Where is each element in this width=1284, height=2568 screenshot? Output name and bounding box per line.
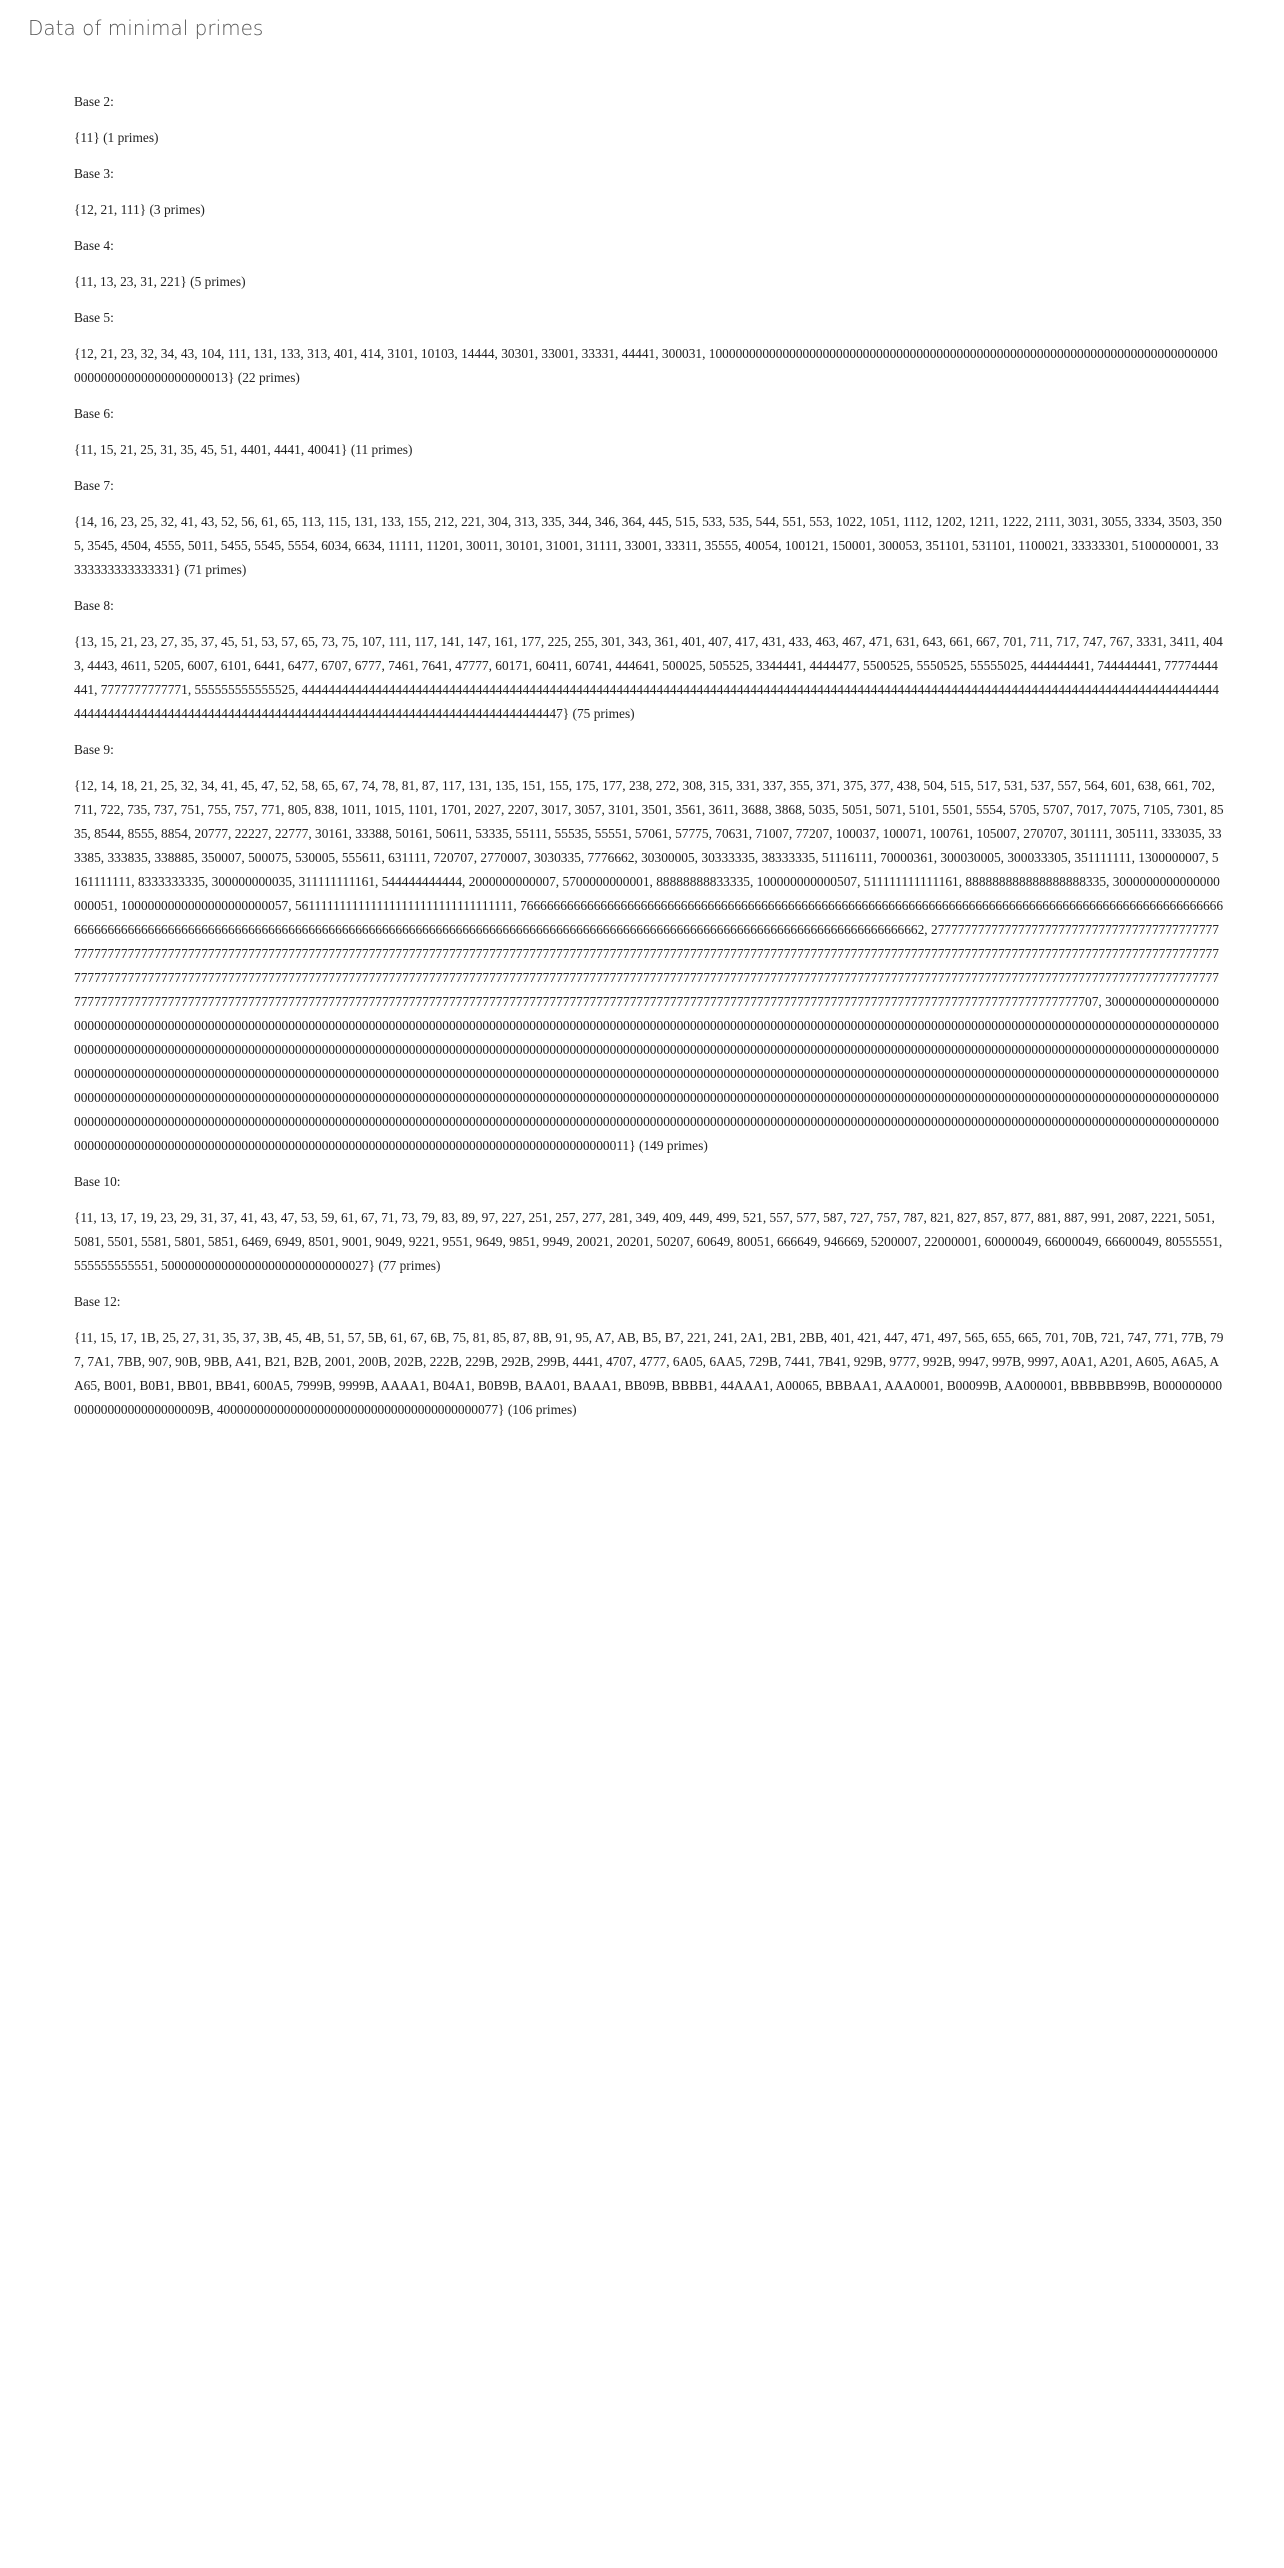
page-title: Data of minimal primes <box>28 16 264 40</box>
base-9-primes: {12, 14, 18, 21, 25, 32, 34, 41, 45, 47, 52, 58, 65, 67, 74, 78, 81, 87, 117, 131, 135, 151, 155, 175, 177, 238, 272, 308, 315, 331, 337, 355, 371, 375, 377, 438, 504, 515, 517, 531, 537, 557, 564, 601, 638, 661, 702, 711, 722, 735, 737, 751, 755, 757, 771, 805, 838, 1011, 1015, 1101, 1701, 2027, 2207, 3017, 3057, 3101, 3501, 3561, 3611, 3688, 3868, 5035, 5051, 5071, 5101, 5501, 5554, 5705, 5707, 7017, 7075, 7105, 7301, 8535, 8544, 8555, 8854, 20777, 22227, 22777, 30161, 33388, 50161, 50611, 53335, 55111, 55535, 55551, 57061, 57775, 70631, 71007, 77207, 100037, 100071, 100761, 105007, 270707, 301111, 305111, 333035, 333385, 333835, 338885, 350007, 500075, 530005, 555611, 631111, 720707, 2770007, 3030335, 7776662, 30300005, 30333335, 38333335, 51116111, 70000361, 300030005, 300033305, 351111111, 1300000007, 5161111111, 8333333335, 300000000035, 311111111161, 544444444444, 2000000000007, 5700000000001, 88888888833335, 100000000000507, 511111111111161, 888888888888888888335, 3000000000000000000051, 1000000000000000000000057, 56111111111111111111111111111111111, 7666666666666666666666666666666666666666666666666666666666666666666666666666666666666666666666666666666666666666666666666666666666666666666666666666666666666666666666666666666666666666666666666666666666666666666666666666666666666662, 2777777777777777777777777777777777777777777777777777777777777777777777777777777777777777777777777777777777777777777777777777777777777777777777777777777777777777777777777777777777777777777777777777777777777777777777777777777777777777777777777777777777777777777777777777777777777777777777777777777777777777777777777777777777777777777777777777777777777777777777777777777777777777777777777777777777777777777777777777777777777777777777777777777777777777777777777777777777777777777777777777777777777777777777777777777777777777777777777777777707, 3000000000000000000000000000000000000000000000000000000000000000000000000000000000000000000000000000000000000000000000000000000000000000000000000000000000000000000000000000000000000000000000000000000000000000000000000000000000000000000000000000000000000000000000000000000000000000000000000000000000000000000000000000000000000000000000000000000000000000000000000000000000000000000000000000000000000000000000000000000000000000000000000000000000000000000000000000000000000000000000000000000000000000000000000000000000000000000000000000000000000000000000000000000000000000000000000000000000000000000000000000000000000000000000000000000000000000000000000000000000000000000000000000000000000000000000000000000000000000000000000000000000000000000000000000000000000000000000000000000000000000000000000000000000000000000000000000000000000000000000000000000000000000000000000000000000000000000000000000000000000000000000000000000000000000000000000000000000000000011} (149 primes) <box>74 778 1224 1153</box>
base-7-primes: {14, 16, 23, 25, 32, 41, 43, 52, 56, 61, 65, 113, 115, 131, 133, 155, 212, 221, 304, 313, 335, 344, 346, 364, 445, 515, 533, 535, 544, 551, 553, 1022, 1051, 1112, 1202, 1211, 1222, 2111, 3031, 3055, 3334, 3503, 3505, 3545, 4504, 4555, 5011, 5455, 5545, 5554, 6034, 6634, 11111, 11201, 30011, 30101, 31001, 31111, 33001, 33311, 35555, 40054, 100121, 150001, 300053, 351101, 531101, 1100021, 33333301, 5100000001, 33333333333333331} (71 primes) <box>74 514 1222 577</box>
base-12-heading: Base 12: <box>74 1294 121 1309</box>
base-6-primes: {11, 15, 21, 25, 31, 35, 45, 51, 4401, 4441, 40041} (11 primes) <box>74 442 413 457</box>
base-3-primes: {12, 21, 111} (3 primes) <box>74 202 205 217</box>
base-12-primes: {11, 15, 17, 1B, 25, 27, 31, 35, 37, 3B, 45, 4B, 51, 57, 5B, 61, 67, 6B, 75, 81, 85, 87, 8B, 91, 95, A7, AB, B5, B7, 221, 241, 2A1, 2B1, 2BB, 401, 421, 447, 471, 497, 565, 655, 665, 701, 70B, 721, 747, 771, 77B, 797, 7A1, 7BB, 907, 90B, 9BB, A41, B21, B2B, 2001, 200B, 202B, 222B, 229B, 292B, 299B, 4441, 4707, 4777, 6A05, 6AA5, 729B, 7441, 7B41, 929B, 9777, 992B, 9947, 997B, 9997, A0A1, A201, A605, A6A5, AA65, B001, B0B1, BB01, BB41, 600A5, 7999B, 9999B, AAAA1, B04A1, B0B9B, BAA01, BAAA1, BB09B, BBBB1, 44AAA1, A00065, BBBAA1, AAA0001, B00099B, AA000001, BBBBBB99B, B0000000000000000000000000009B, 400000000000000000000000000000000000000077} (106 primes) <box>74 1330 1224 1417</box>
base-5-heading: Base 5: <box>74 310 114 325</box>
base-7-heading: Base 7: <box>74 478 114 493</box>
minimal-primes-list <box>74 90 1224 1434</box>
base-10-primes: {11, 13, 17, 19, 23, 29, 31, 37, 41, 43, 47, 53, 59, 61, 67, 71, 73, 79, 83, 89, 97, 227, 251, 257, 277, 281, 349, 409, 449, 499, 521, 557, 577, 587, 727, 757, 787, 821, 827, 857, 877, 881, 887, 991, 2087, 2221, 5051, 5081, 5501, 5581, 5801, 5851, 6469, 6949, 8501, 9001, 9049, 9221, 9551, 9649, 9851, 9949, 20021, 20201, 50207, 60649, 80051, 666649, 946669, 5200007, 22000001, 60000049, 66000049, 66600049, 80555551, 555555555551, 5000000000000000000000000000027} (77 primes) <box>74 1210 1223 1273</box>
base-2-primes: {11} (1 primes) <box>74 130 159 145</box>
base-3-heading: Base 3: <box>74 166 114 181</box>
base-4-primes: {11, 13, 23, 31, 221} (5 primes) <box>74 274 246 289</box>
base-5-primes: {12, 21, 23, 32, 34, 43, 104, 111, 131, 133, 313, 401, 414, 3101, 10103, 14444, 30301, 33001, 33331, 44441, 300031, 100000000000000000000000000000000000000000000000000000000000000000000000000000000000000000000000013} (22 primes) <box>74 346 1218 385</box>
base-4-heading: Base 4: <box>74 238 114 253</box>
base-2-heading: Base 2: <box>74 94 114 109</box>
base-8-primes: {13, 15, 21, 23, 27, 35, 37, 45, 51, 53, 57, 65, 73, 75, 107, 111, 117, 141, 147, 161, 177, 225, 255, 301, 343, 361, 401, 407, 417, 431, 433, 463, 467, 471, 631, 643, 661, 667, 701, 711, 717, 747, 767, 3331, 3411, 4043, 4443, 4611, 5205, 6007, 6101, 6441, 6477, 6707, 6777, 7461, 7641, 47777, 60171, 60411, 60741, 444641, 500025, 505525, 3344441, 4444477, 5500525, 5550525, 55555025, 444444441, 744444441, 77774444441, 7777777777771, 555555555555525, 444444444444444444444444444444444444444444444444444444444444444444444444444444444444444444444444444444444444444444444444444444444444444444444444444444444444444444444444444444444444444444444444444444444444444447} (75 primes) <box>74 634 1223 721</box>
base-6-heading: Base 6: <box>74 406 114 421</box>
base-10-heading: Base 10: <box>74 1174 121 1189</box>
base-9-heading: Base 9: <box>74 742 114 757</box>
base-8-heading: Base 8: <box>74 598 114 613</box>
